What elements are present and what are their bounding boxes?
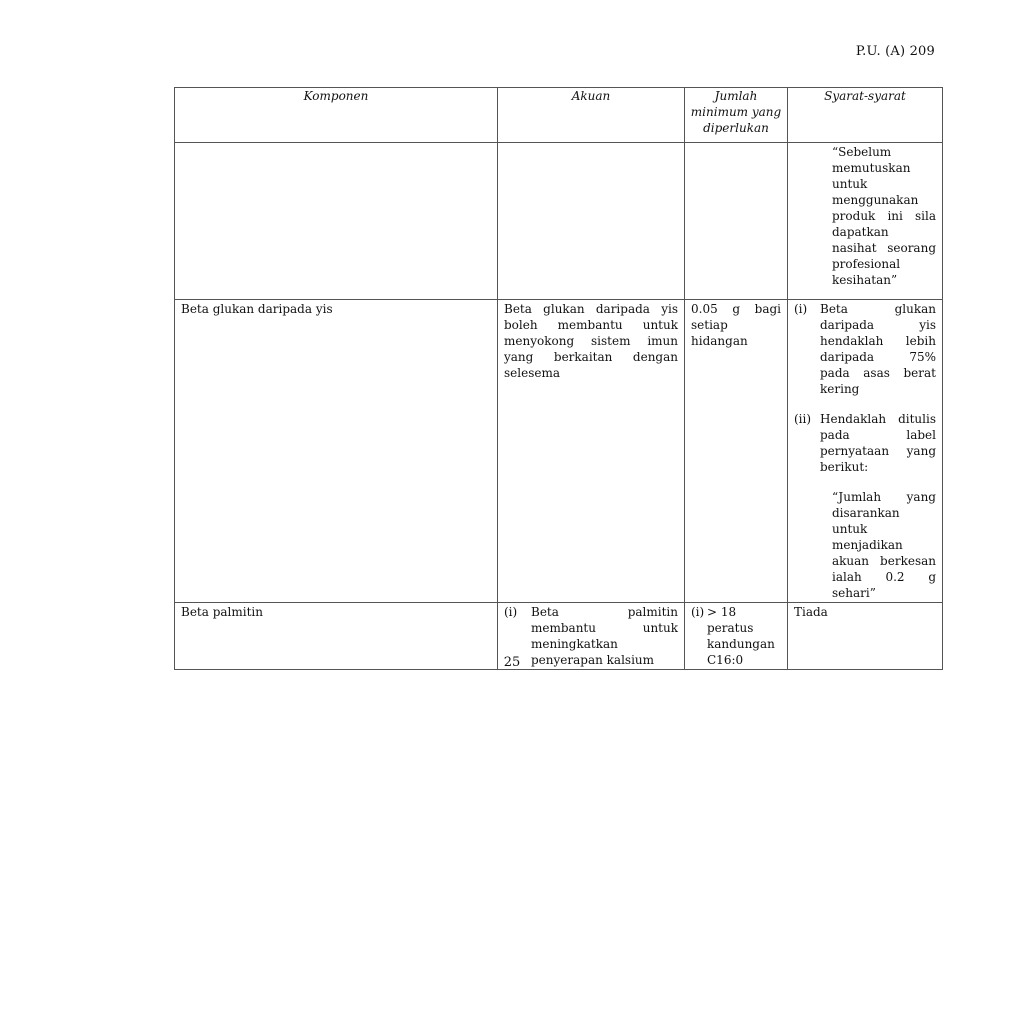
cell-jumlah: 0.05 g bagi setiap hidangan bbox=[685, 300, 788, 603]
cell-komponen: Beta palmitin bbox=[175, 603, 498, 670]
cell-komponen: Beta glukan daripada yis bbox=[175, 300, 498, 603]
table-header-row bbox=[175, 88, 943, 143]
warning-quote: “Sebelum memutuskan untuk menggunakan produk ini sila dapatkan nasihat seorang profesional kesihatan” bbox=[832, 145, 936, 287]
label-statement-quote: “Jumlah yang disarankan untuk menjadikan akuan berkesan ialah 0.2 g sehari” bbox=[832, 490, 936, 600]
regulation-table bbox=[174, 87, 943, 670]
condition-item: (ii) Hendaklah ditulis pada label pernyataan yang berikut: bbox=[794, 412, 936, 474]
cell-syarat bbox=[788, 143, 943, 300]
claim-item: (i) Beta palmitin membantu untuk meningkatkan penyerapan kalsium bbox=[504, 605, 678, 667]
cell-syarat: Tiada bbox=[788, 603, 943, 670]
condition-item: (i) Beta glukan daripada yis hendaklah lebih daripada 75% pada asas berat kering bbox=[794, 302, 936, 396]
cell-jumlah bbox=[685, 143, 788, 300]
table-row bbox=[175, 143, 943, 300]
column-header-komponen: Komponen bbox=[175, 88, 498, 143]
column-header-syarat: Syarat-syarat bbox=[788, 88, 943, 143]
page-number: 25 bbox=[503, 655, 521, 670]
cell-syarat bbox=[788, 300, 943, 603]
column-header-akuan: Akuan bbox=[498, 88, 685, 143]
cell-akuan: Beta glukan daripada yis boleh membantu untuk menyokong sistem imun yang berkaitan dengan selesema bbox=[498, 300, 685, 603]
cell-komponen bbox=[175, 143, 498, 300]
page-reference: P.U. (A) 209 bbox=[855, 44, 935, 59]
amount-item: (i) > 18 peratus kandungan C16:0 bbox=[691, 605, 775, 667]
cell-akuan bbox=[498, 143, 685, 300]
table-row bbox=[175, 300, 943, 603]
column-header-jumlah: Jumlah minimum yang diperlukan bbox=[685, 88, 788, 143]
